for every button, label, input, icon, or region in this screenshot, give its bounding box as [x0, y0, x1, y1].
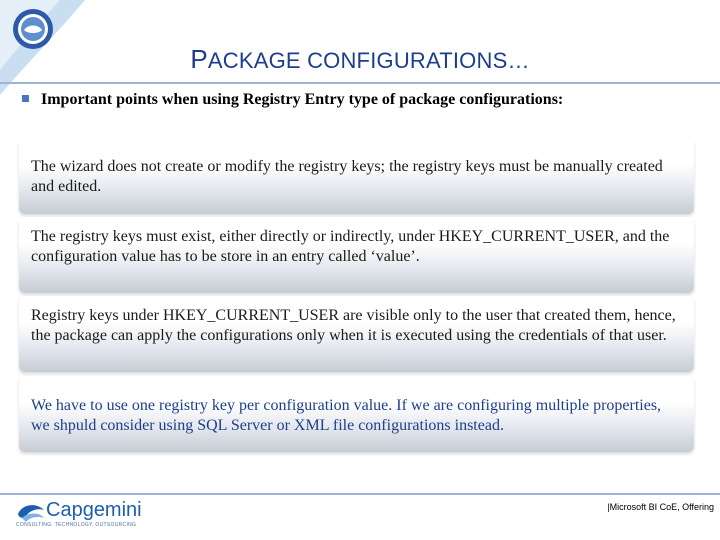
- info-box-4: [19, 376, 694, 452]
- info-box-3: [19, 296, 694, 372]
- info-box-2-text: The registry keys must exist, either directly or indirectly, under HKEY_CURRENT_USER, and the configuration value has to be store in an entry called ‘value’.: [31, 228, 670, 265]
- page-title: [0, 44, 720, 75]
- title-initial: P: [190, 44, 208, 74]
- bullet-point: [22, 91, 712, 109]
- footer-text: |Microsoft BI CoE, Offering: [607, 502, 714, 512]
- title-rest: ACKAGE CONFIGURATIONS: [207, 48, 508, 73]
- square-bullet-icon: [22, 95, 29, 102]
- capgemini-tagline: CONSULTING. TECHNOLOGY. OUTSOURCING: [16, 522, 137, 528]
- info-box-3-text: Registry keys under HKEY_CURRENT_USER are visible only to the user that created them, hence, the package can apply the configurations only when it is executed using the credentials of that user.: [31, 307, 676, 344]
- capgemini-brand-text: Capgemini: [46, 499, 142, 521]
- title-divider: [0, 82, 720, 84]
- footer-divider: [0, 493, 720, 495]
- info-box-1-text: The wizard does not create or modify the registry keys; the registry keys must be manually created and edited.: [31, 158, 663, 195]
- title-ellipsis: …: [507, 48, 530, 73]
- info-box-2: [19, 217, 694, 293]
- info-box-1: [19, 138, 694, 214]
- bullet-text: Important points when using Registry Entry type of package configurations:: [41, 91, 564, 108]
- info-box-4-text: We have to use one registry key per configuration value. If we are configuring multiple properties, we shpuld consider using SQL Server or XML file configurations instead.: [31, 397, 662, 434]
